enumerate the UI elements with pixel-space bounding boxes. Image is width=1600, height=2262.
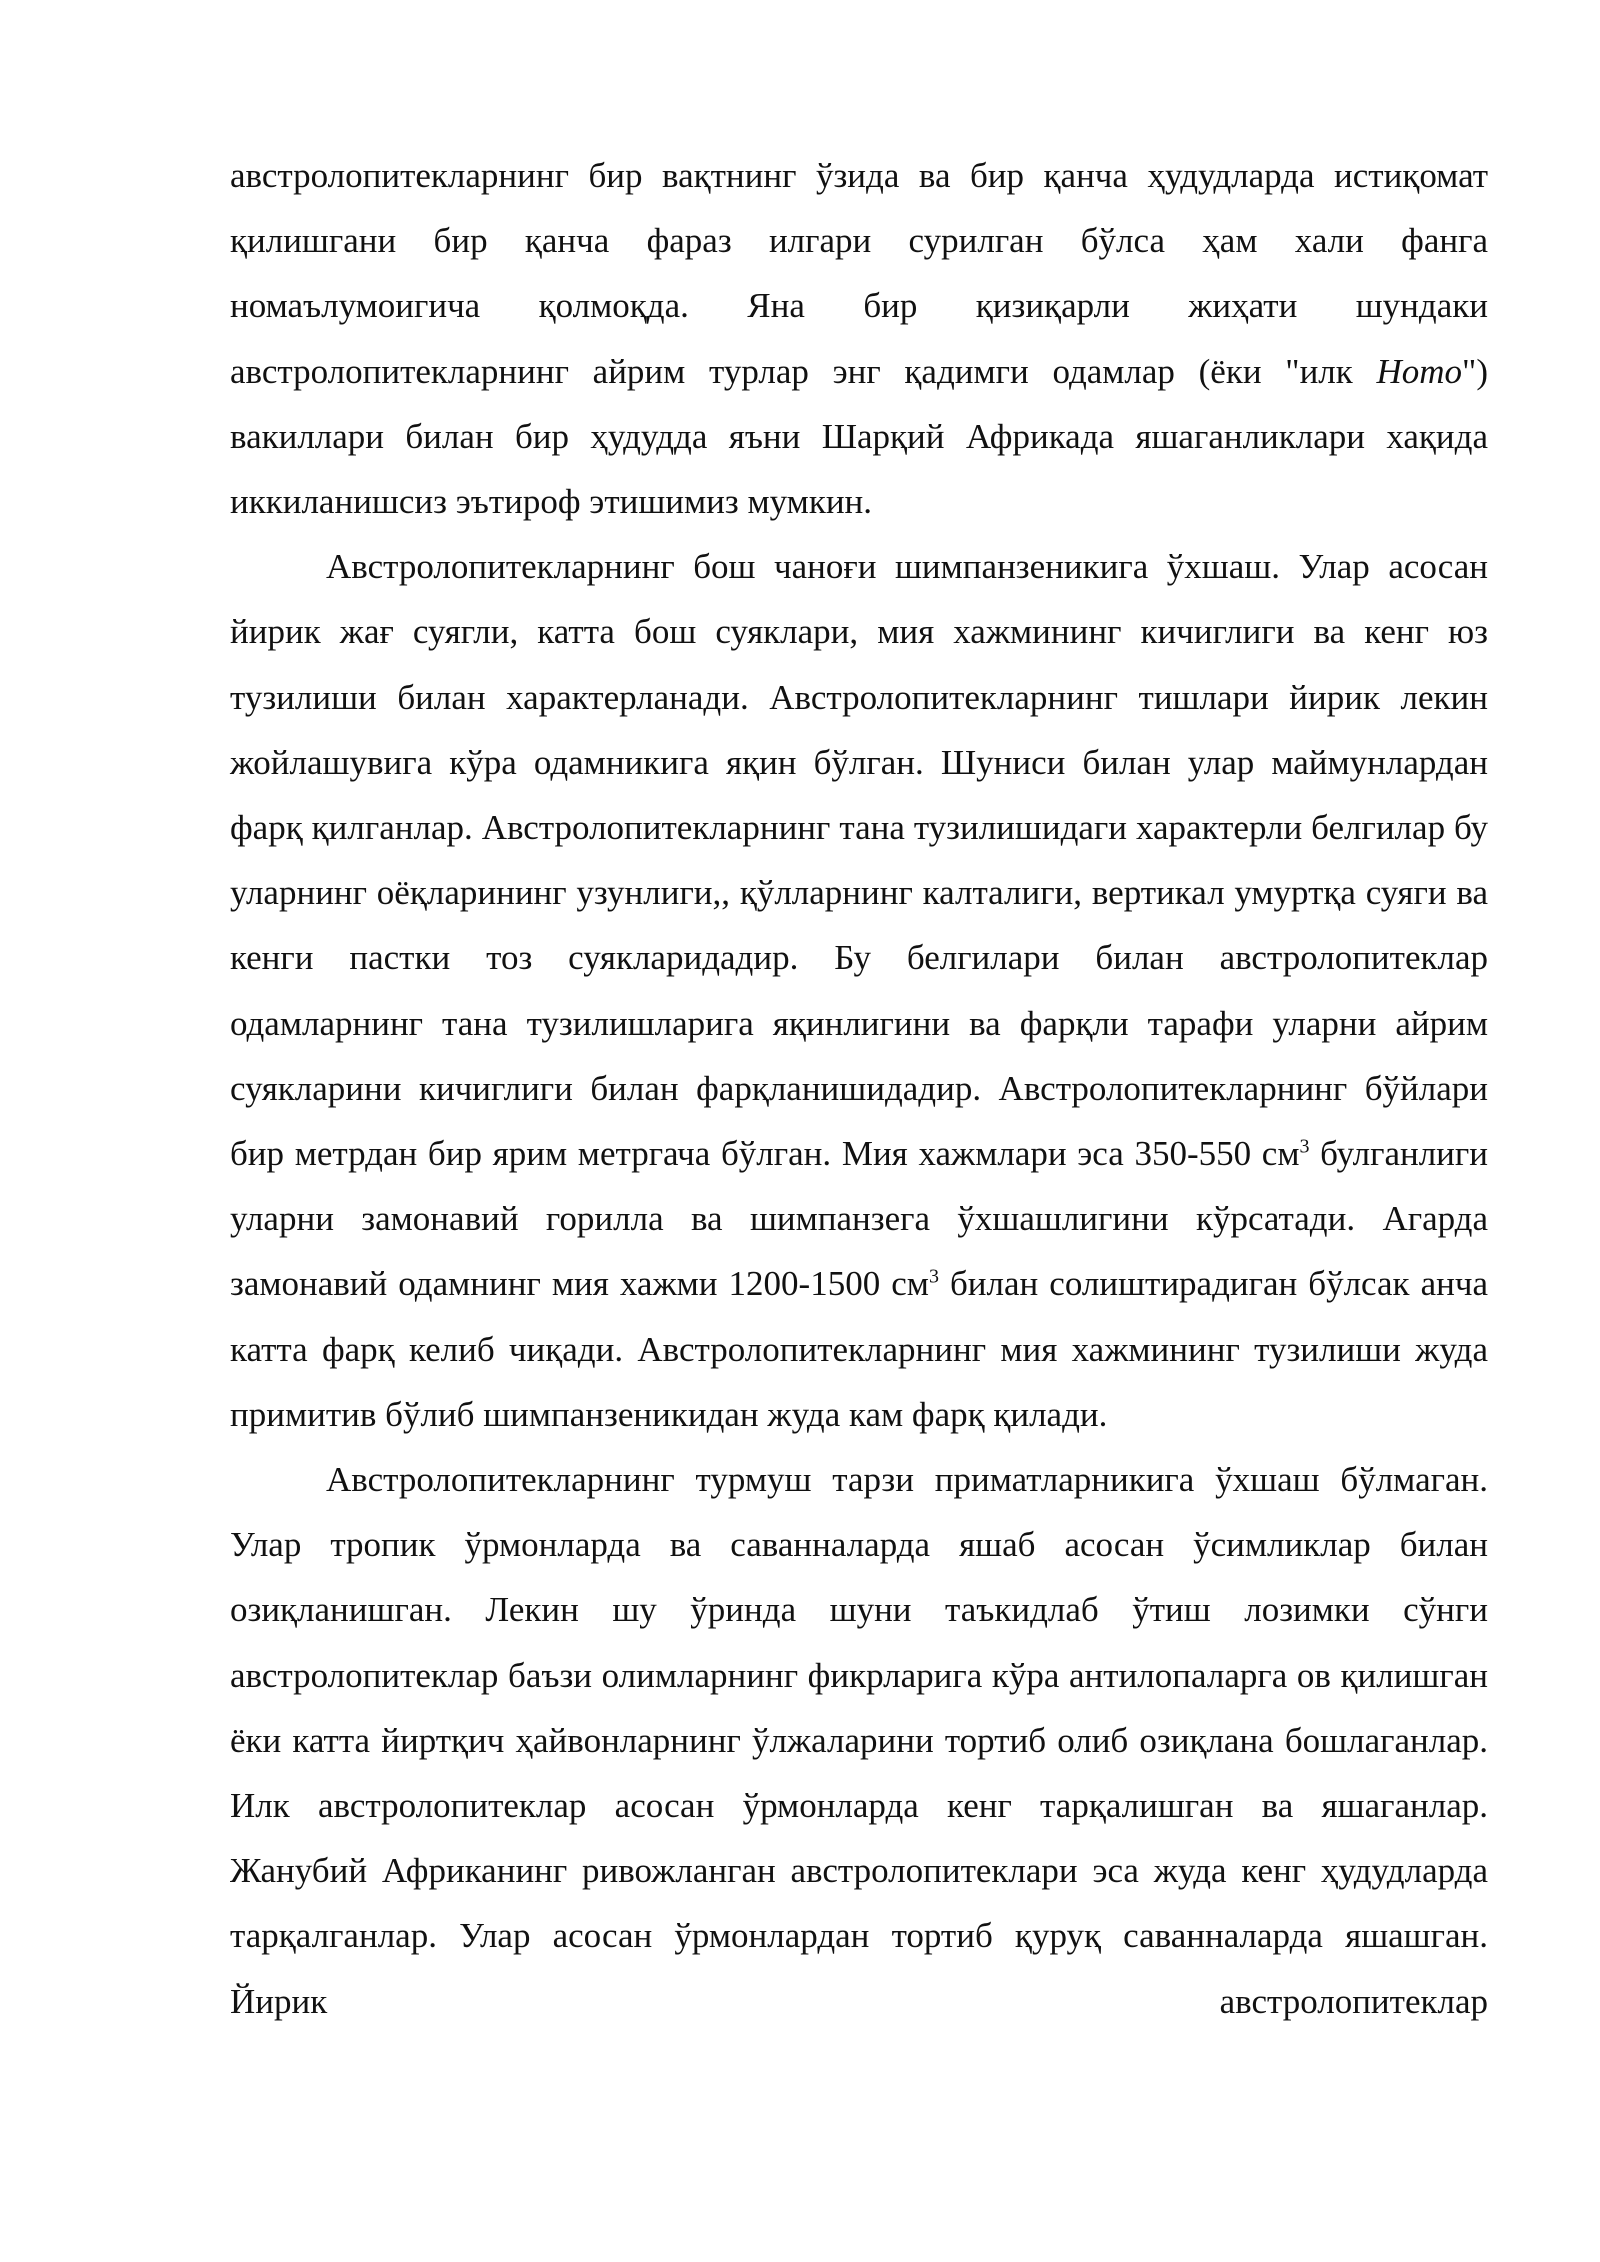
superscript-cubed-2: 3: [928, 1265, 939, 1288]
paragraph-1: [230, 143, 1488, 534]
paragraph-1-text-b: ") вакиллари билан бир ҳудудда яъни Шарқий Африкада яшаганликлари хақида иккиланишсиз эътироф этишимиз мумкин.: [230, 351, 1488, 522]
paragraph-2-text-a: Австролопитекларнинг бош чаноғи шимпанзеникига ўхшаш. Улар асосан йирик жағ суягли, катта бош суяклари, мия хажмининг кичиглиги ва кенг юз тузилиши билан характерланади. Австролопитекларнинг тишлари йирик лекин жойлашувига кўра одамникига яқин бўлган. Шуниси билан улар маймунлардан фарқ қилганлар. Австролопитекларнинг тана тузилишидаги характерли белгилар бу уларнинг оёқларининг узунлиги,, қўлларнинг калталиги, вертикал умуртқа суяги ва кенги пастки тоз суякларидадир. Бу белгилари билан австролопитеклар одамларнинг тана тузилишларига яқинлигини ва фарқли тарафи уларни айрим суякларини кичиглиги билан фарқланишидадир. Австролопитекларнинг бўйлари бир метрдан бир ярим метргача бўлган. Мия хажмлари эса 350-550 см: [230, 547, 1488, 1174]
paragraph-2-text-b: булганлиги уларни замонавий горилла ва шимпанзега ўхшашлигини кўрсатади. Агарда замонавий одамнинг мия хажми 1200-1500 см: [230, 1134, 1488, 1304]
paragraph-1-italic-term: Homo: [1376, 351, 1463, 391]
paragraph-2: [230, 534, 1488, 1447]
paragraph-2-text-c: билан солиштирадиган бўлсак анча катта фарқ келиб чиқади. Австролопитекларнинг мия хажмининг тузилиши жуда примитив бўлиб шимпанзеникидан жуда кам фарқ қилади.: [230, 1264, 1488, 1434]
paragraph-3: [230, 1447, 1488, 2034]
document-body: [230, 143, 1488, 2034]
paragraph-1-text-a: австролопитекларнинг бир вақтнинг ўзида ва бир қанча ҳудудларда истиқомат қилишгани бир қанча фараз илгари сурилган бўлса ҳам хали фанга номаълумоигича қолмоқда. Яна бир қизиқарли жиҳати шундаки австролопитекларнинг айрим турлар энг қадимги одамлар (ёки "илк: [230, 156, 1488, 391]
paragraph-3-text: Австролопитекларнинг турмуш тарзи приматларникига ўхшаш бўлмаган. Улар тропик ўрмонларда ва саванналарда яшаб асосан ўсимликлар билан озиқланишган. Лекин шу ўринда шуни таъкидлаб ўтиш лозимки сўнги австролопитеклар баъзи олимларнинг фикрларига кўра антилопаларга ов қилишган ёки катта йиртқич ҳайвонларнинг ўлжаларини тортиб олиб озиқлана бошлаганлар. Илк австролопитеклар асосан ўрмонларда кенг тарқалишган ва яшаганлар. Жанубий Африканинг ривожланган австролопитеклари эса жуда кенг ҳудудларда тарқалганлар. Улар асосан ўрмонлардан тортиб қуруқ саванналарда яшашган. Йирик австролопитеклар: [230, 1460, 1488, 2021]
superscript-cubed-1: 3: [1299, 1135, 1310, 1158]
